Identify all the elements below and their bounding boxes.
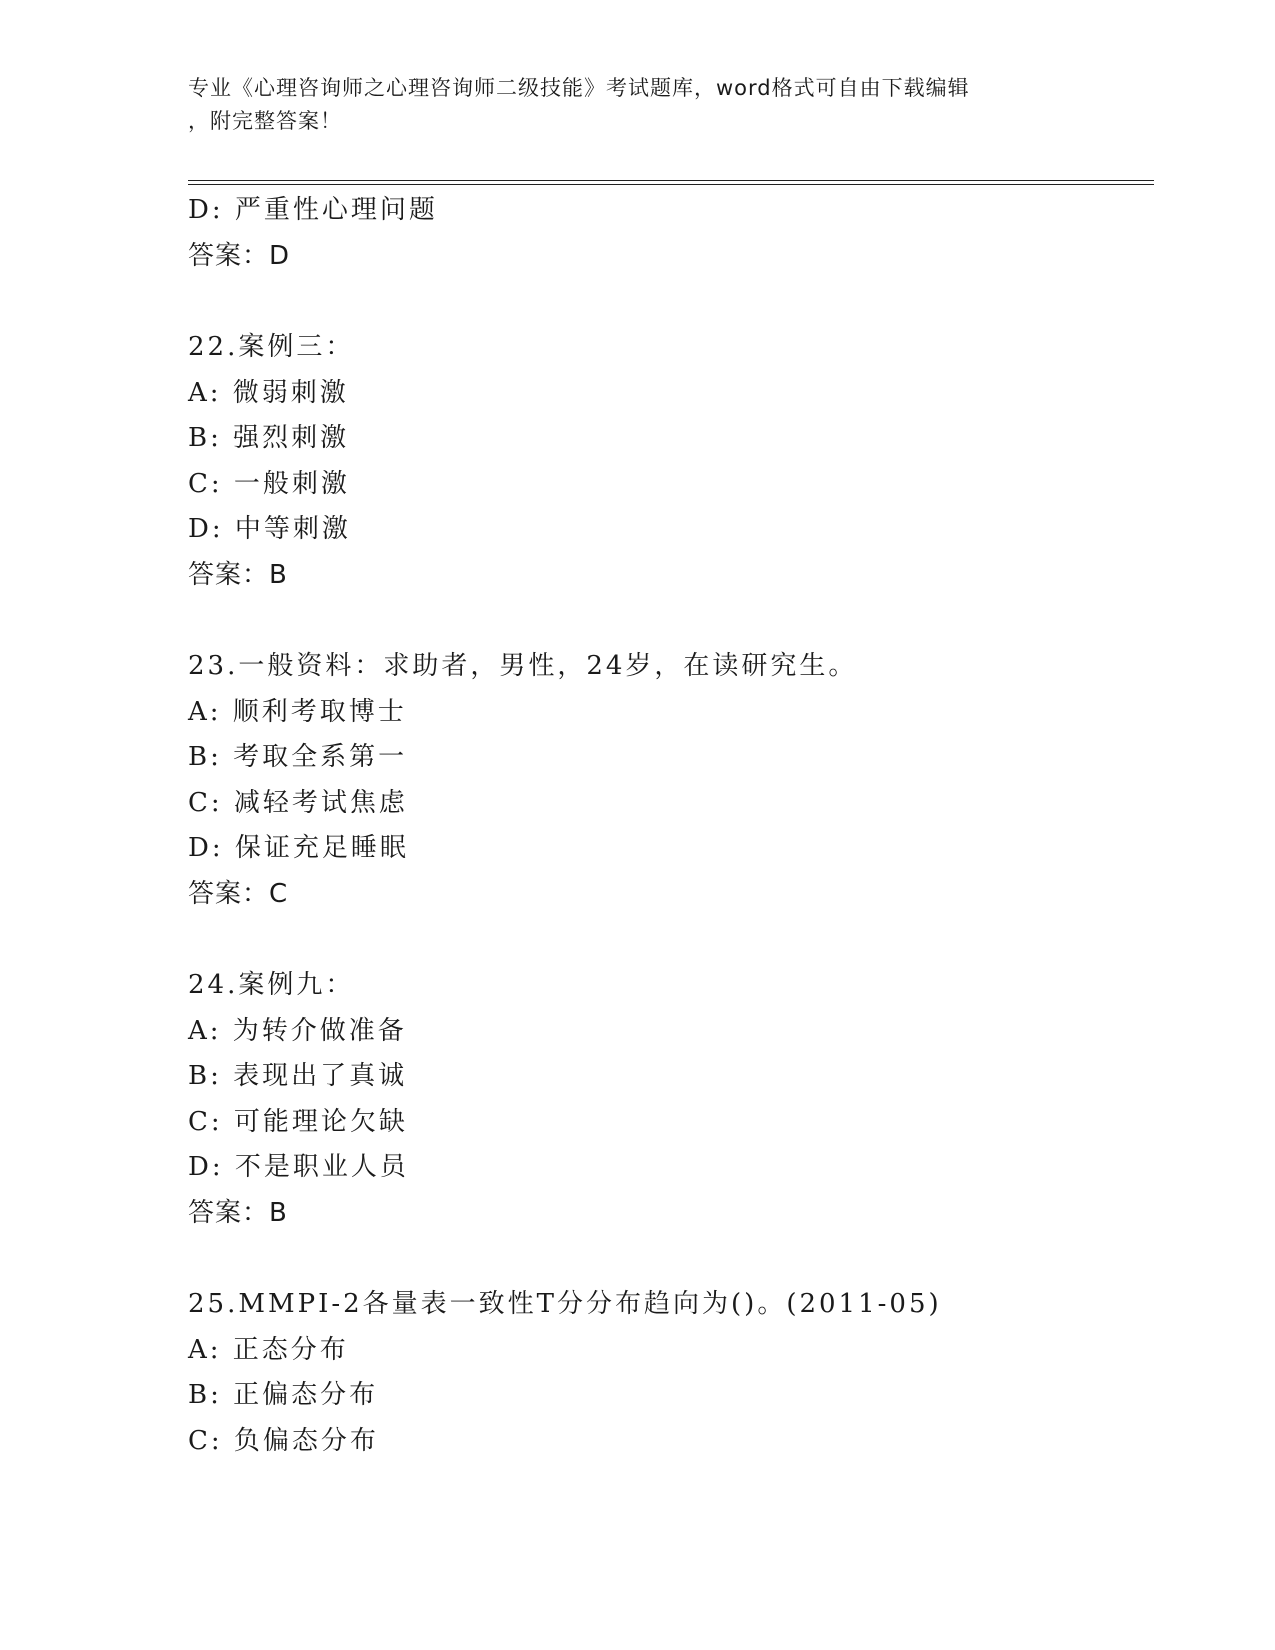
question-22 xyxy=(188,325,1148,598)
question-25 xyxy=(188,1282,1148,1464)
answer: 答案：C xyxy=(188,878,289,909)
option-a: A: 顺利考取博士 xyxy=(188,696,407,727)
question-title: 24.案例九： xyxy=(188,970,355,1000)
option-a: A: 微弱刺激 xyxy=(188,377,349,408)
option-d: D: 不是职业人员 xyxy=(188,1152,409,1182)
header-line-2: ，附完整答案！ xyxy=(188,109,342,133)
option-b: B: 表现出了真诚 xyxy=(188,1061,408,1091)
question-23 xyxy=(188,644,1148,917)
option-a: A: 正态分布 xyxy=(188,1334,349,1365)
question-list xyxy=(188,188,1148,1464)
question-title: 25.MMPI-2各量表一致性T分分布趋向为()。(2011-05) xyxy=(188,1289,942,1319)
option-b: B: 正偏态分布 xyxy=(188,1380,379,1410)
option-d: D: 严重性心理问题 xyxy=(188,195,438,225)
option-c: C: 负偏态分布 xyxy=(188,1425,379,1456)
option-b: B: 强烈刺激 xyxy=(188,423,350,453)
question-title: 22.案例三： xyxy=(188,332,355,362)
answer: 答案：B xyxy=(188,559,288,590)
option-b: B: 考取全系第一 xyxy=(188,742,408,772)
header-line-1: 专业《心理咨询师之心理咨询师二级技能》考试题库，word格式可自由下载编辑 xyxy=(188,76,970,100)
option-a: A: 为转介做准备 xyxy=(188,1015,407,1046)
option-c: C: 可能理论欠缺 xyxy=(188,1106,408,1137)
header-divider-bottom xyxy=(188,184,1154,185)
question-24 xyxy=(188,963,1148,1236)
document-header xyxy=(188,72,1088,138)
answer: 答案：D xyxy=(188,240,291,271)
option-d: D: 保证充足睡眠 xyxy=(188,833,409,863)
answer: 答案：B xyxy=(188,1197,288,1228)
header-divider-top xyxy=(188,180,1154,181)
option-d: D: 中等刺激 xyxy=(188,514,351,544)
option-c: C: 减轻考试焦虑 xyxy=(188,787,408,818)
option-c: C: 一般刺激 xyxy=(188,468,350,499)
question-title: 23.一般资料：求助者，男性，24岁，在读研究生。 xyxy=(188,651,858,681)
